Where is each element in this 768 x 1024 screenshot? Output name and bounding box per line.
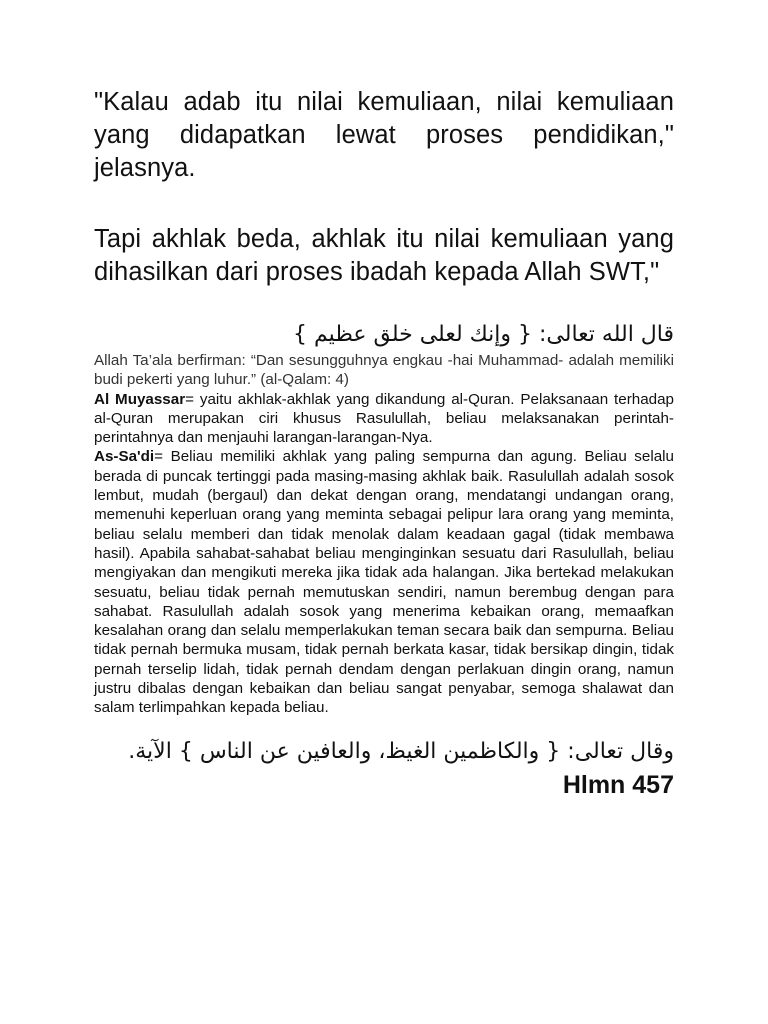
tafsir-sadi-text: = Beliau memiliki akhlak yang paling sempurna dan agung. Beliau selalu berada di puncak tertinggi pada masing-masing akhlak baik. Rasulullah adalah sosok lembut, mudah (bergaul) dan dekat dengan orang, mendatangi undangan orang, memenuhi keperluan orang yang meminta sebagai pelipur lara orang yang meminta, beliau selalu memberi dan tidak menolak dalam keadaan gagal (tidak membawa hasil). Apabila sahabat-sahabat beliau menginginkan sesuatu dari Rasulullah, beliau mengiyakan dan mengikuti mereka jika tidak ada halangan. Jika bertekad melakukan sesuatu, beliau tidak pernah memutuskan sendiri, namun berembug dengan para sahabat. Rasulullah adalah sosok yang menerima kebaikan orang, memaafkan kesalahan orang dan selalu memperlakukan teman secara baik dan sempurna. Beliau tidak pernah bermuka musam, tidak pernah berkata kasar, tidak bersikap dingin, tidak pernah terselip lidah, tidak pernah dendam dengan perlakuan dingin orang, namun justru dibalas dengan kebaikan dan beliau sangat penyabar, semoga shalawat dan salam terlimpahkan kepada beliau. xyxy=(94,448,674,717)
quote-paragraph-akhlak: Tapi akhlak beda, akhlak itu nilai kemuliaan yang dihasilkan dari proses ibadah kepada Allah SWT," xyxy=(94,225,674,286)
tafsir-sadi xyxy=(94,447,674,717)
quote-paragraph-adab: "Kalau adab itu nilai kemuliaan, nilai kemuliaan yang didapatkan lewat proses pendidikan," jelasnya. xyxy=(94,88,674,182)
tafsir-muyassar xyxy=(94,390,674,448)
document-page xyxy=(94,86,674,800)
tafsir-sadi-label: As-Sa'di xyxy=(94,448,155,466)
arabic-verse-al-imran: وقال تعالى: { والكاظمين الغيظ، والعافين عن الناس } الآية. xyxy=(128,738,674,764)
tafsir-muyassar-text: = yaitu akhlak-akhlak yang dikandung al-Quran. Pelaksanaan terhadap al-Quran merupakan ciri khusus Rasulullah, beliau melaksanakan perintah-perintahnya dan menjauhi larangan-larangan-Nya. xyxy=(94,390,674,447)
arabic-verse-qalam: قال الله تعالى: { وإنك لعلى خلق عظيم } xyxy=(293,322,674,347)
tafsir-muyassar-label: Al Muyassar xyxy=(94,390,186,408)
page-reference: Hlmn 457 xyxy=(562,770,674,799)
verse-translation: Allah Ta’ala berfirman: “Dan sesungguhnya engkau -hai Muhammad- adalah memiliki budi pekerti yang luhur.” (al-Qalam: 4) xyxy=(94,352,674,389)
